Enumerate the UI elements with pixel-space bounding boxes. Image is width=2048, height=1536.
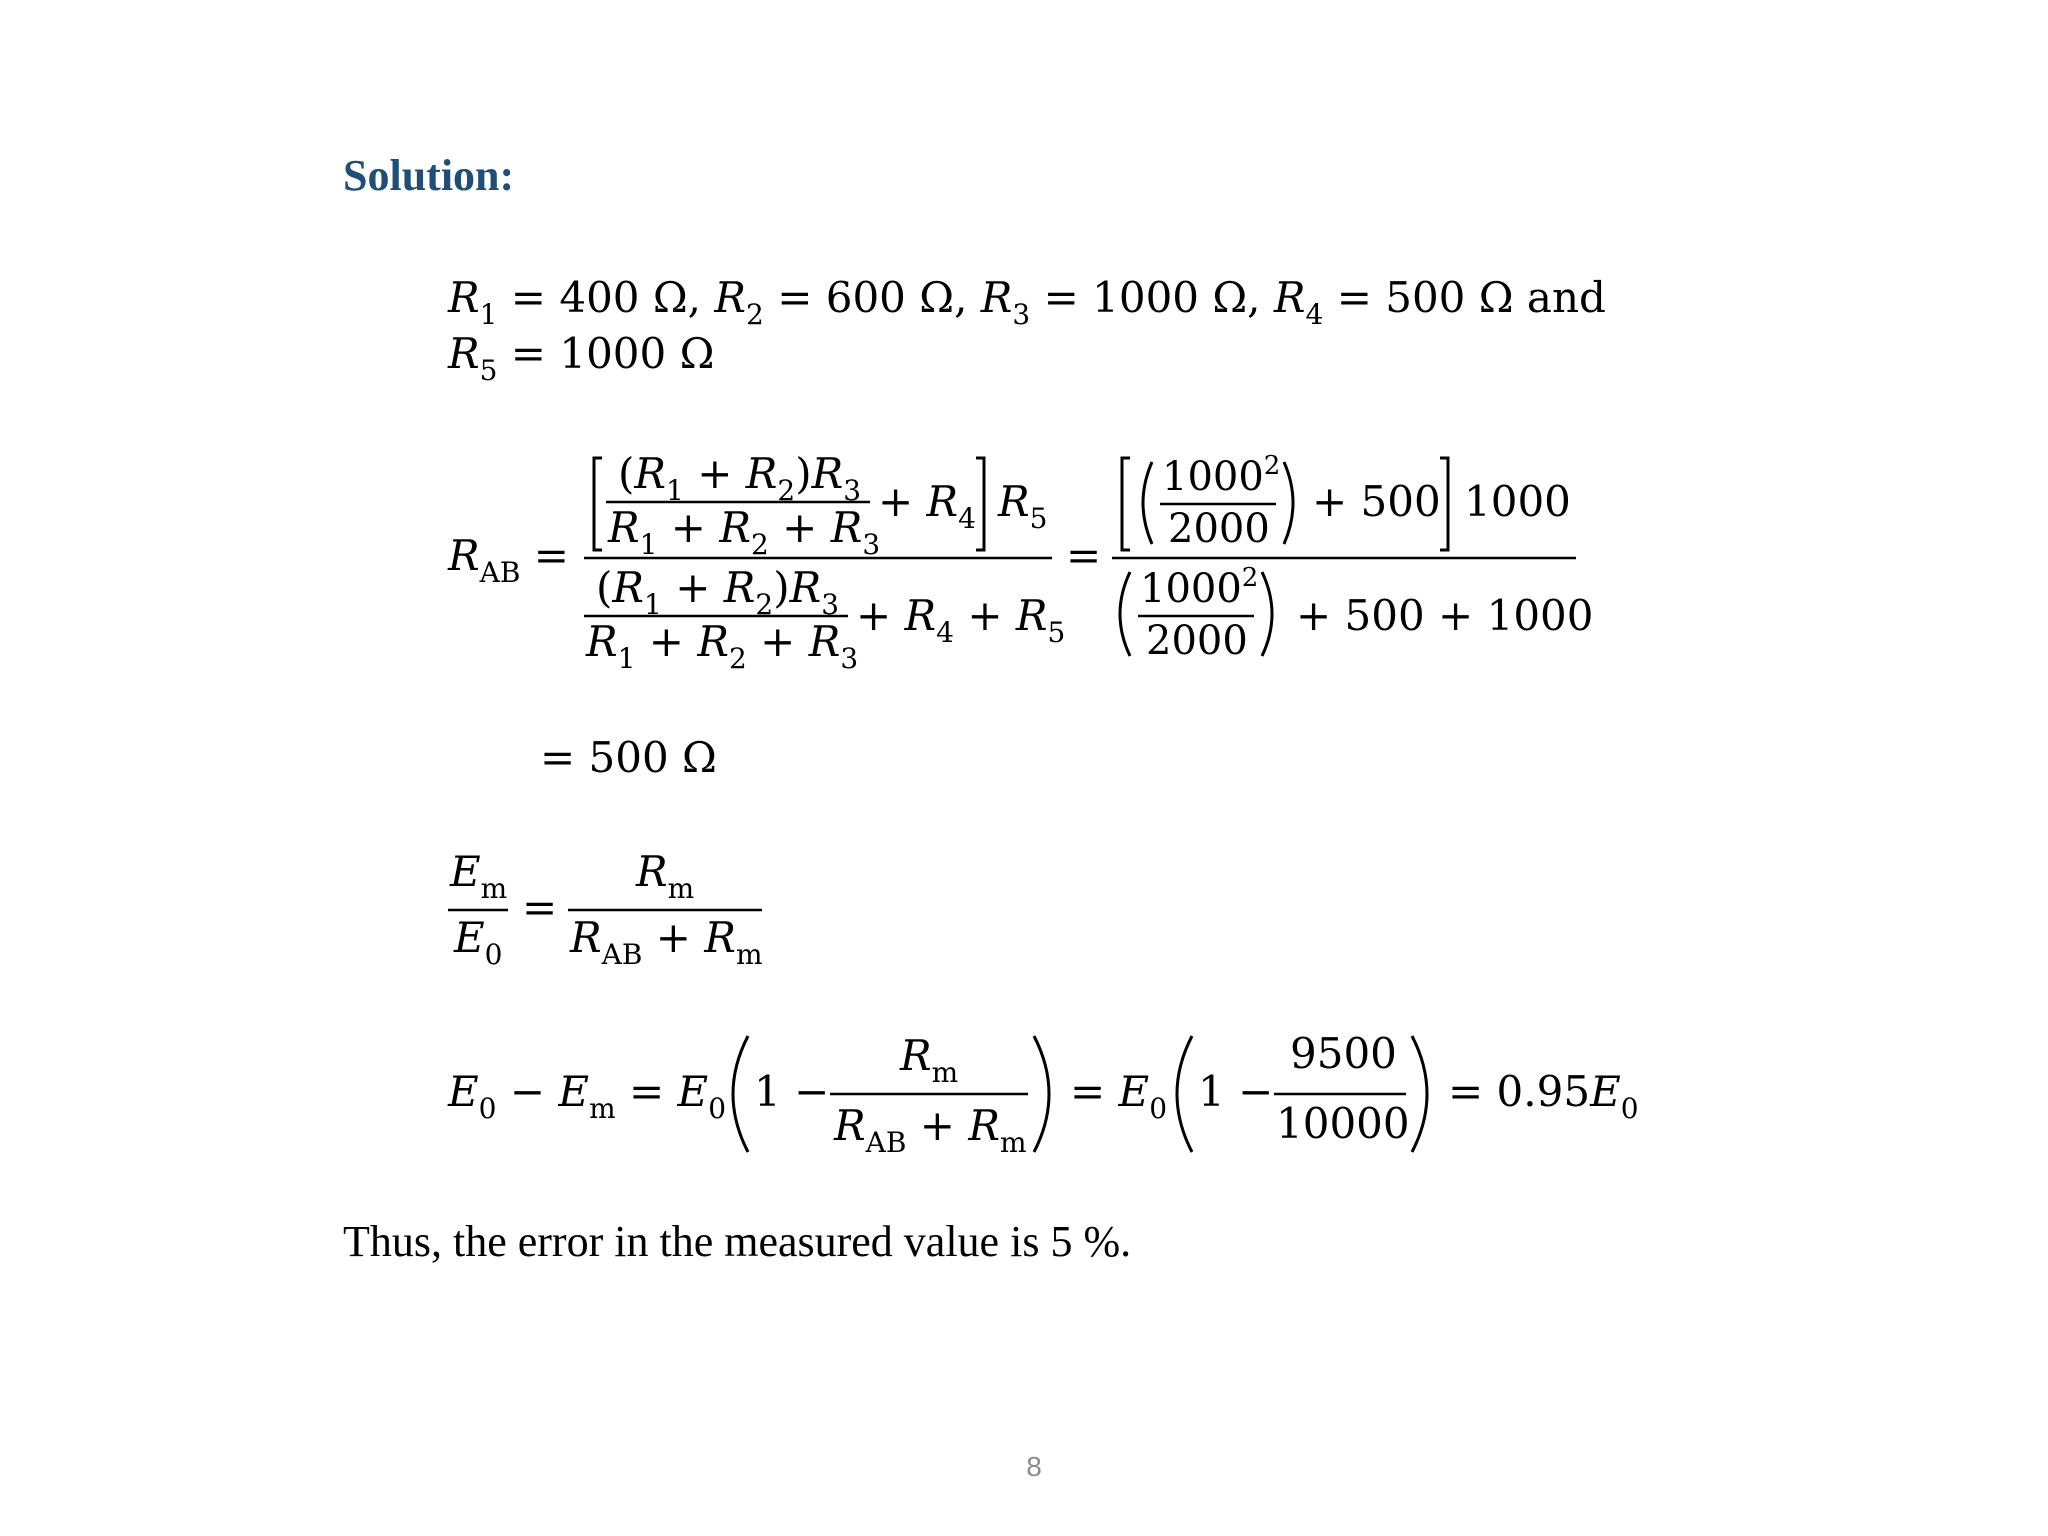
rab-result: = 500 Ω <box>540 733 717 782</box>
svg-text:(R1 + R2)R3: $(R_1 + R_2)R_3$ <box>618 449 862 507</box>
svg-text:2000: 2000 <box>1168 506 1270 552</box>
rab-symbolic-numerator <box>594 449 1047 561</box>
svg-text:= E0: = $E_0$ <box>1070 1067 1168 1125</box>
ratio-equation <box>448 847 763 971</box>
svg-text:1 −: 1 − <box>754 1067 830 1116</box>
svg-text:Em: $E_m$ <box>450 847 508 905</box>
conclusion-text: Thus, the error in the measured value is 5 %. <box>343 1217 1132 1266</box>
error-fraction-denominator: 10000 <box>1276 1099 1410 1148</box>
svg-text:= 0.95E0: = $0.95E_0$ <box>1448 1067 1639 1125</box>
rab-numeric-numerator <box>1122 451 1571 552</box>
error-result-coefficient: 0.95 <box>1496 1067 1591 1116</box>
solution-heading: Solution: <box>343 151 515 200</box>
page-number: 8 <box>1026 1451 1042 1482</box>
svg-text:10002: 1000$^2$ <box>1140 563 1259 612</box>
svg-text:R1 + R2 + R3: $R_1 + R_2 + R_3$ <box>586 617 859 675</box>
svg-text:1 −: 1 − <box>1198 1067 1274 1116</box>
svg-text:R5: $R_5$ <box>998 477 1048 535</box>
svg-text:1000: 1000 <box>1464 477 1571 526</box>
rab-symbolic-denominator <box>584 563 1065 675</box>
svg-text:Rm: $R_m$ <box>636 847 695 905</box>
svg-text:+ 500: + 500 <box>1312 477 1441 526</box>
error-fraction-numerator: 9500 <box>1290 1029 1397 1078</box>
rab-middle-equals: = <box>1066 531 1102 580</box>
rab-numeric-denominator <box>1120 563 1594 664</box>
svg-text:E0 − Em = E0: $E_0 - E_m = E_0$ <box>448 1067 727 1125</box>
svg-text:10002: 1000$^2$ <box>1162 451 1281 500</box>
svg-text:E0: $E_0$ <box>454 913 503 971</box>
given-line-1: $R_1 = 400$ Ω, $R_2 = 600$ Ω, $R_3 = 1000$ Ω, $R_4 = 500$ Ω and <box>448 273 1606 331</box>
rab-equation <box>447 449 1594 782</box>
rab-lhs: $R_{AB}$ = <box>448 531 569 589</box>
svg-text:=: = <box>522 883 558 932</box>
given-line-2: $R_5 = 1000$ Ω <box>448 329 715 387</box>
svg-text:+ 500 + 1000: + 500 + 1000 <box>1296 591 1594 640</box>
svg-text:RAB + Rm: $R_{AB} + R_m$ <box>834 1101 1027 1159</box>
svg-text:(R1 + R2)R3: $(R_1 + R_2)R_3$ <box>596 563 840 621</box>
svg-text:R1 + R2 + R3: $R_1 + R_2 + R_3$ <box>608 503 881 561</box>
given-values <box>447 273 1606 387</box>
svg-text:Rm: $R_m$ <box>900 1031 959 1089</box>
svg-text:+ R4: + $R_4$ <box>878 477 976 535</box>
error-equation <box>447 1029 1639 1159</box>
svg-text:2000: 2000 <box>1146 618 1248 664</box>
svg-text:RAB + Rm: $R_{AB} + R_m$ <box>570 913 763 971</box>
svg-text:+ R4 + R5: + $R_4 + R_5$ <box>856 591 1066 649</box>
